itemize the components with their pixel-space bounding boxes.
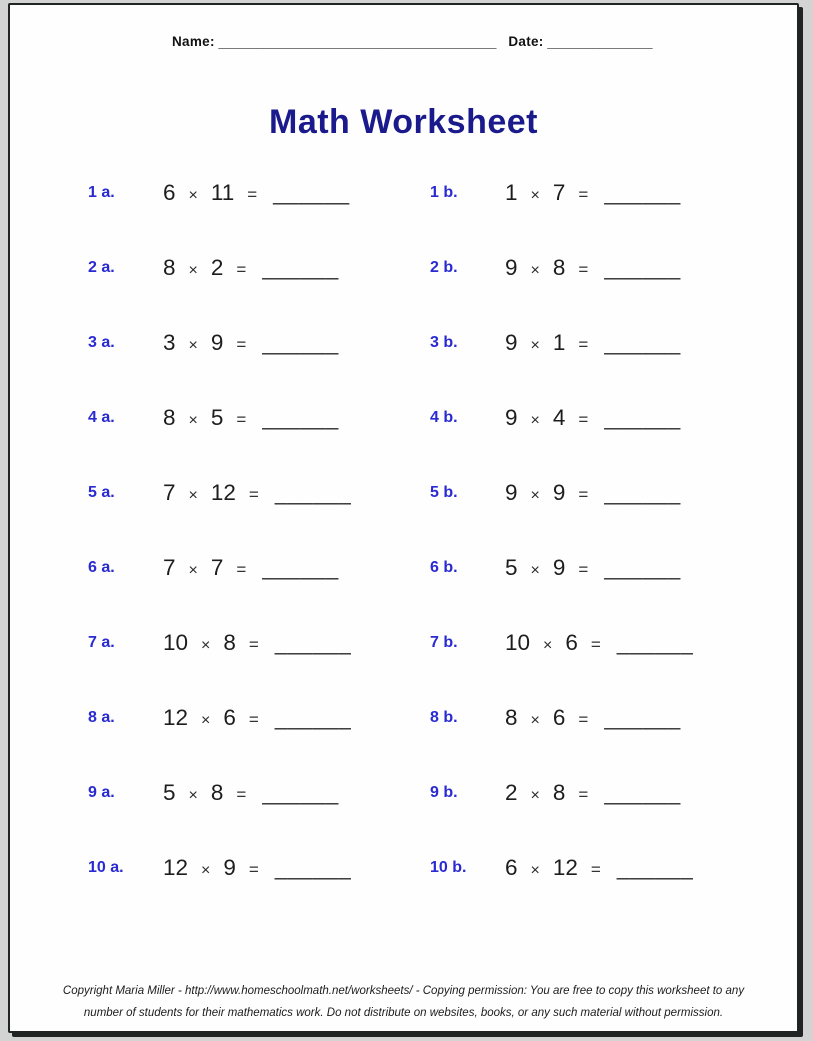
multiplication-sign: × xyxy=(530,336,540,354)
answer-blank: ______ xyxy=(604,554,681,580)
problem-expression-a xyxy=(163,705,351,731)
answer-blank: ______ xyxy=(274,704,352,730)
multiplicand: 9 xyxy=(505,404,518,430)
multiplicand: 8 xyxy=(505,704,518,730)
multiplier: 8 xyxy=(210,779,224,805)
multiplier: 5 xyxy=(210,404,224,430)
multiplication-sign: × xyxy=(530,261,540,279)
answer-blank: ______ xyxy=(604,779,681,805)
date-label: Date: xyxy=(508,34,544,49)
problem-expression-b xyxy=(505,180,681,206)
copyright-line-2: number of students for their mathematics work. Do not distribute on websites, books, or any such material without permission. xyxy=(83,1007,724,1019)
multiplier: 7 xyxy=(552,179,566,205)
multiplication-sign: × xyxy=(530,186,540,204)
problem-row xyxy=(10,155,797,230)
multiplicand: 9 xyxy=(505,254,518,280)
multiplicand: 5 xyxy=(163,779,176,805)
equals-sign: = xyxy=(578,709,589,729)
problem-expression-a xyxy=(163,255,339,281)
multiplicand: 8 xyxy=(163,404,176,430)
answer-blank: ______ xyxy=(262,404,339,430)
answer-blank: ______ xyxy=(616,629,694,655)
multiplier: 2 xyxy=(210,254,224,280)
answer-blank: ______ xyxy=(273,179,350,205)
problem-expression-a xyxy=(163,630,351,656)
problem-row xyxy=(10,305,797,380)
problem-row xyxy=(10,455,797,530)
problem-row xyxy=(10,830,797,905)
problem-number-label: 1 a. xyxy=(88,183,115,201)
multiplication-sign: × xyxy=(188,786,198,804)
multiplier: 6 xyxy=(552,704,566,730)
answer-blank: ______ xyxy=(274,479,352,505)
problem-row xyxy=(10,680,797,755)
multiplication-sign: × xyxy=(188,186,198,204)
problem-number-label: 5 b. xyxy=(430,483,458,501)
multiplicand: 9 xyxy=(505,479,518,505)
multiplier: 6 xyxy=(223,704,236,730)
answer-blank: ______ xyxy=(604,329,681,355)
answer-blank: ______ xyxy=(604,479,681,505)
copyright-line-1: Copyright Maria Miller - http://www.homeschoolmath.net/worksheets/ - Copying permission: You are free to copy this worksheet to any xyxy=(62,985,745,997)
equals-sign: = xyxy=(236,334,247,354)
equals-sign: = xyxy=(247,184,258,204)
name-blank-line: _____________________________________ xyxy=(218,34,497,49)
problem-number-label: 7 b. xyxy=(430,633,458,651)
date-group xyxy=(508,34,652,49)
equals-sign: = xyxy=(578,259,589,279)
answer-blank: ______ xyxy=(262,329,339,355)
multiplier: 9 xyxy=(210,329,224,355)
multiplicand: 8 xyxy=(163,254,176,280)
multiplicand: 7 xyxy=(163,479,176,505)
worksheet-page xyxy=(8,3,799,1033)
worksheet-header xyxy=(172,34,653,49)
date-blank-line: ______________ xyxy=(547,34,653,49)
problem-number-label: 4 b. xyxy=(430,408,458,426)
answer-blank: ______ xyxy=(616,854,694,880)
answer-blank: ______ xyxy=(262,779,339,805)
answer-blank: ______ xyxy=(274,854,352,880)
problem-expression-b xyxy=(505,405,681,431)
multiplication-sign: × xyxy=(543,636,553,654)
multiplication-sign: × xyxy=(201,861,211,879)
multiplication-sign: × xyxy=(530,411,540,429)
equals-sign: = xyxy=(236,409,247,429)
equals-sign: = xyxy=(578,784,589,804)
copyright-footer xyxy=(10,980,797,1024)
name-label: Name: xyxy=(172,34,215,49)
equals-sign: = xyxy=(236,784,247,804)
problem-number-label: 2 a. xyxy=(88,258,115,276)
problem-row xyxy=(10,230,797,305)
problem-expression-b xyxy=(505,330,681,356)
problem-number-label: 2 b. xyxy=(430,258,458,276)
multiplication-sign: × xyxy=(530,486,540,504)
problem-number-label: 7 a. xyxy=(88,633,115,651)
equals-sign: = xyxy=(578,184,589,204)
multiplier: 8 xyxy=(552,779,566,805)
problems-grid xyxy=(10,155,797,905)
problem-expression-b xyxy=(505,555,681,581)
multiplication-sign: × xyxy=(201,711,211,729)
problem-row xyxy=(10,530,797,605)
equals-sign: = xyxy=(590,634,601,654)
problem-number-label: 5 a. xyxy=(88,483,115,501)
multiplicand: 6 xyxy=(163,179,176,205)
multiplier: 12 xyxy=(210,479,236,505)
problem-expression-b xyxy=(505,255,681,281)
multiplication-sign: × xyxy=(530,561,540,579)
problem-expression-a xyxy=(163,405,339,431)
equals-sign: = xyxy=(236,559,247,579)
problem-number-label: 6 a. xyxy=(88,558,115,576)
equals-sign: = xyxy=(578,409,589,429)
multiplicand: 12 xyxy=(163,704,189,730)
problem-number-label: 10 b. xyxy=(430,858,467,876)
equals-sign: = xyxy=(248,709,259,729)
problem-expression-a xyxy=(163,480,351,506)
problem-row xyxy=(10,380,797,455)
multiplicand: 7 xyxy=(163,554,176,580)
multiplicand: 6 xyxy=(505,854,518,880)
problem-number-label: 6 b. xyxy=(430,558,458,576)
worksheet-title: Math Worksheet xyxy=(269,103,538,141)
multiplication-sign: × xyxy=(188,561,198,579)
equals-sign: = xyxy=(578,559,589,579)
problem-number-label: 8 b. xyxy=(430,708,458,726)
multiplier: 8 xyxy=(223,629,236,655)
equals-sign: = xyxy=(578,484,589,504)
multiplicand: 9 xyxy=(505,329,518,355)
problem-expression-a xyxy=(163,180,350,206)
multiplication-sign: × xyxy=(188,261,198,279)
problem-expression-a xyxy=(163,780,339,806)
multiplicand: 5 xyxy=(505,554,518,580)
problem-number-label: 10 a. xyxy=(88,858,124,876)
problem-expression-a xyxy=(163,555,339,581)
multiplicand: 3 xyxy=(163,329,176,355)
answer-blank: ______ xyxy=(262,254,339,280)
equals-sign: = xyxy=(248,634,259,654)
answer-blank: ______ xyxy=(604,704,681,730)
problem-number-label: 9 a. xyxy=(88,783,115,801)
multiplier: 4 xyxy=(552,404,566,430)
problem-expression-b xyxy=(505,630,693,656)
problem-expression-b xyxy=(505,780,681,806)
answer-blank: ______ xyxy=(274,629,352,655)
problem-expression-a xyxy=(163,330,339,356)
equals-sign: = xyxy=(248,484,259,504)
problem-expression-b xyxy=(505,480,681,506)
answer-blank: ______ xyxy=(604,404,681,430)
multiplier: 6 xyxy=(565,629,578,655)
multiplication-sign: × xyxy=(530,711,540,729)
multiplication-sign: × xyxy=(188,486,198,504)
problem-expression-a xyxy=(163,855,351,881)
multiplicand: 12 xyxy=(163,854,189,880)
multiplication-sign: × xyxy=(188,336,198,354)
answer-blank: ______ xyxy=(262,554,339,580)
multiplicand: 10 xyxy=(505,629,531,655)
multiplier: 8 xyxy=(552,254,566,280)
multiplier: 9 xyxy=(552,554,566,580)
multiplicand: 1 xyxy=(505,179,518,205)
multiplication-sign: × xyxy=(530,861,540,879)
multiplication-sign: × xyxy=(188,411,198,429)
problem-expression-b xyxy=(505,855,693,881)
equals-sign: = xyxy=(578,334,589,354)
equals-sign: = xyxy=(248,859,259,879)
problem-number-label: 1 b. xyxy=(430,183,458,201)
multiplier: 12 xyxy=(552,854,578,880)
problem-expression-b xyxy=(505,705,681,731)
multiplication-sign: × xyxy=(530,786,540,804)
problem-number-label: 9 b. xyxy=(430,783,458,801)
equals-sign: = xyxy=(236,259,247,279)
multiplier: 9 xyxy=(223,854,236,880)
multiplier: 11 xyxy=(210,179,235,205)
answer-blank: ______ xyxy=(604,254,681,280)
problem-row xyxy=(10,605,797,680)
multiplier: 1 xyxy=(552,329,566,355)
problem-number-label: 3 a. xyxy=(88,333,115,351)
multiplicand: 10 xyxy=(163,629,189,655)
problem-number-label: 3 b. xyxy=(430,333,458,351)
multiplication-sign: × xyxy=(201,636,211,654)
problem-row xyxy=(10,755,797,830)
answer-blank: ______ xyxy=(604,179,681,205)
problem-number-label: 8 a. xyxy=(88,708,115,726)
multiplier: 7 xyxy=(210,554,224,580)
equals-sign: = xyxy=(590,859,601,879)
multiplicand: 2 xyxy=(505,779,518,805)
multiplier: 9 xyxy=(552,479,566,505)
problem-number-label: 4 a. xyxy=(88,408,115,426)
